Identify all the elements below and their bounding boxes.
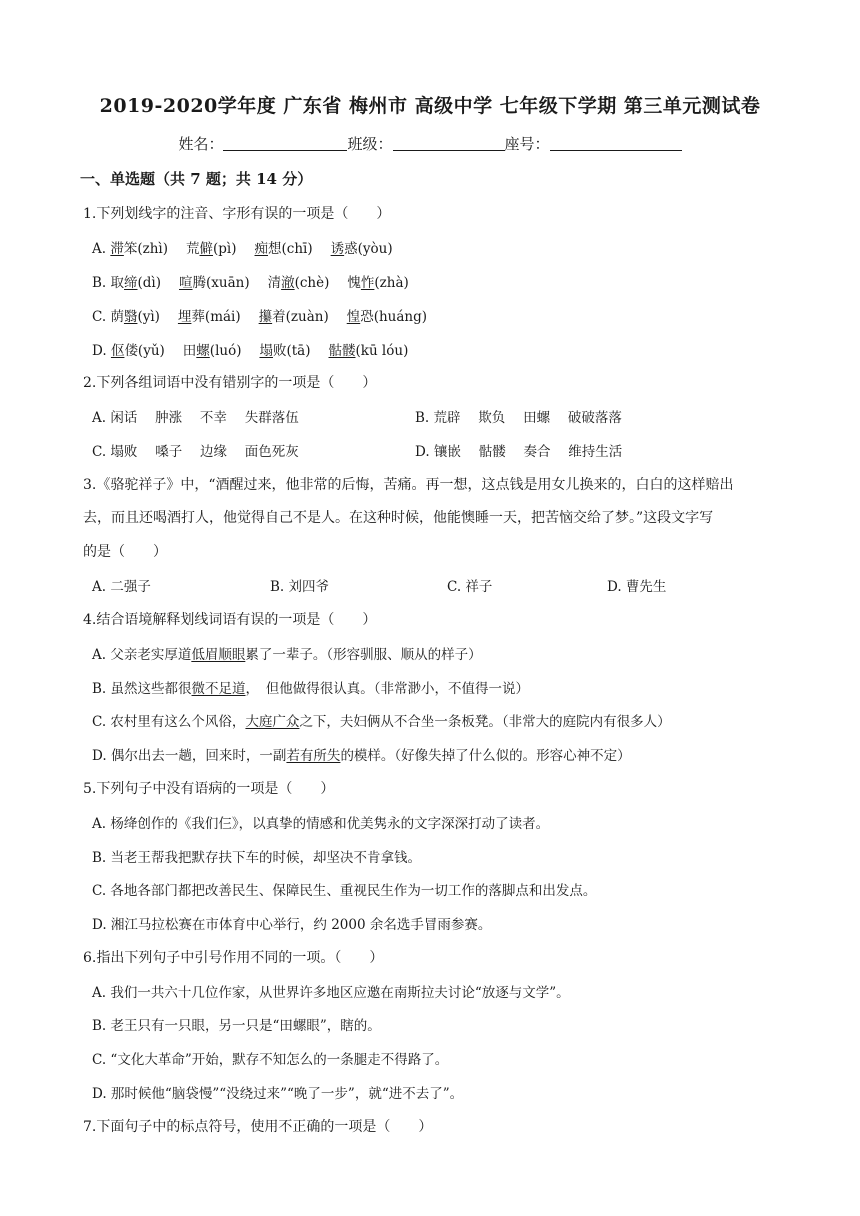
question-5-option-d: D. 湘江马拉松赛在市体育中心举行，约 2000 余名选手冒雨参赛。	[92, 917, 492, 933]
name-blank[interactable]	[223, 134, 347, 151]
name-label: 姓名：	[178, 135, 224, 153]
question-7-stem: 7.下面句子中的标点符号，使用不正确的一项是（ ）	[83, 1119, 433, 1135]
question-6-option-b: B. 老王只有一只眼，另一只是“田螺眼”，瞎的。	[92, 1018, 381, 1034]
exam-title: 2019-2020学年度 广东省 梅州市 高级中学 七年级下学期 第三单元测试卷	[99, 95, 761, 117]
question-5-option-a: A. 杨绛创作的《我们仨》，以真挚的情感和优美隽永的文字深深打动了读者。	[92, 816, 550, 832]
question-2-stem: 2.下列各组词语中没有错别字的一项是（ ）	[83, 375, 377, 391]
question-1-option-a: A. 滞笨(zhì) 荒僻(pì) 痴想(chī) 诱惑(yòu)	[92, 241, 393, 257]
question-3-option-a: A. 二强子	[92, 579, 151, 595]
question-6-option-c: C. “文化大革命”开始，默存不知怎么的一条腿走不得路了。	[92, 1052, 449, 1068]
question-3-line-1: 3.《骆驼祥子》中，“酒醒过来，他非常的后悔，苦痛。再一想，这点钱是用女儿换来的，白白的这样赔出	[83, 477, 734, 493]
class-blank[interactable]	[393, 134, 505, 151]
question-4-option-c: C. 农村里有这么个风俗，大庭广众之下，夫妇俩从不合坐一条板凳。（非常大的庭院内有很多人）	[92, 714, 671, 730]
question-4-option-b: B. 虽然这些都很微不足道， 但他做得很认真。（非常渺小，不值得一说）	[92, 681, 530, 697]
question-5-option-c: C. 各地各部门都把改善民生、保障民生、重视民生作为一切工作的落脚点和出发点。	[92, 883, 597, 899]
question-4-option-a: A. 父亲老实厚道低眉顺眼累了一辈子。（形容驯服、顺从的样子）	[92, 647, 482, 663]
question-2-option-a: A. 闲话 肿涨 不幸 失群落伍	[92, 410, 299, 426]
seat-blank[interactable]	[550, 134, 682, 151]
student-info-line	[0, 133, 860, 154]
question-2-option-c: C. 塌败 嗓子 边缘 面色死灰	[92, 444, 299, 460]
question-4-stem: 4.结合语境解释划线词语有误的一项是（ ）	[83, 612, 377, 628]
question-3-option-d: D. 曹先生	[607, 579, 667, 595]
question-3-line-2: 去，而且还喝酒打人，他觉得自己不是人。在这种时候，他能懊睡一天，把苦恼交给了梦。”这段文字写	[83, 510, 714, 526]
question-2-option-d: D. 镶嵌 骷髅 奏合 维持生活	[415, 444, 623, 460]
question-4-option-d: D. 偶尔出去一趟，回来时，一副若有所失的模样。（好像失掉了什么似的。形容心神不定）	[92, 748, 631, 764]
question-3-option-c: C. 祥子	[447, 579, 493, 595]
question-3-option-b: B. 刘四爷	[270, 579, 330, 595]
question-1-option-c: C. 荫翳(yì) 埋葬(mái) 攥着(zuàn) 惶恐(huáng)	[92, 309, 428, 325]
question-1-option-b: B. 取缔(dì) 喧腾(xuān) 清澈(chè) 愧怍(zhà)	[92, 275, 409, 291]
question-6-option-a: A. 我们一共六十几位作家，从世界许多地区应邀在南斯拉夫讨论“放逐与文学”。	[92, 985, 570, 1001]
seat-label: 座号：	[504, 135, 550, 153]
class-label: 班级：	[347, 135, 393, 153]
question-1-stem: 1.下列划线字的注音、字形有误的一项是（ ）	[83, 206, 391, 222]
question-2-option-b: B. 荒辟 欺负 田螺 破破落落	[415, 410, 622, 426]
question-1-option-d: D. 伛偻(yǔ) 田螺(luó) 塌败(tā) 骷髅(kū lóu)	[92, 343, 409, 359]
question-6-stem: 6.指出下列句子中引号作用不同的一项。（ ）	[83, 950, 384, 966]
question-5-option-b: B. 当老王帮我把默存扶下车的时候，却坚决不肯拿钱。	[92, 850, 422, 866]
section-heading: 一、单选题（共 7 题；共 14 分）	[80, 170, 313, 188]
question-6-option-d: D. 那时候他“脑袋慢”“没绕过来”“晚了一步”，就“进不去了”。	[92, 1086, 464, 1102]
question-5-stem: 5.下列句子中没有语病的一项是（ ）	[83, 781, 335, 797]
question-3-line-3: 的是（ ）	[83, 544, 167, 560]
